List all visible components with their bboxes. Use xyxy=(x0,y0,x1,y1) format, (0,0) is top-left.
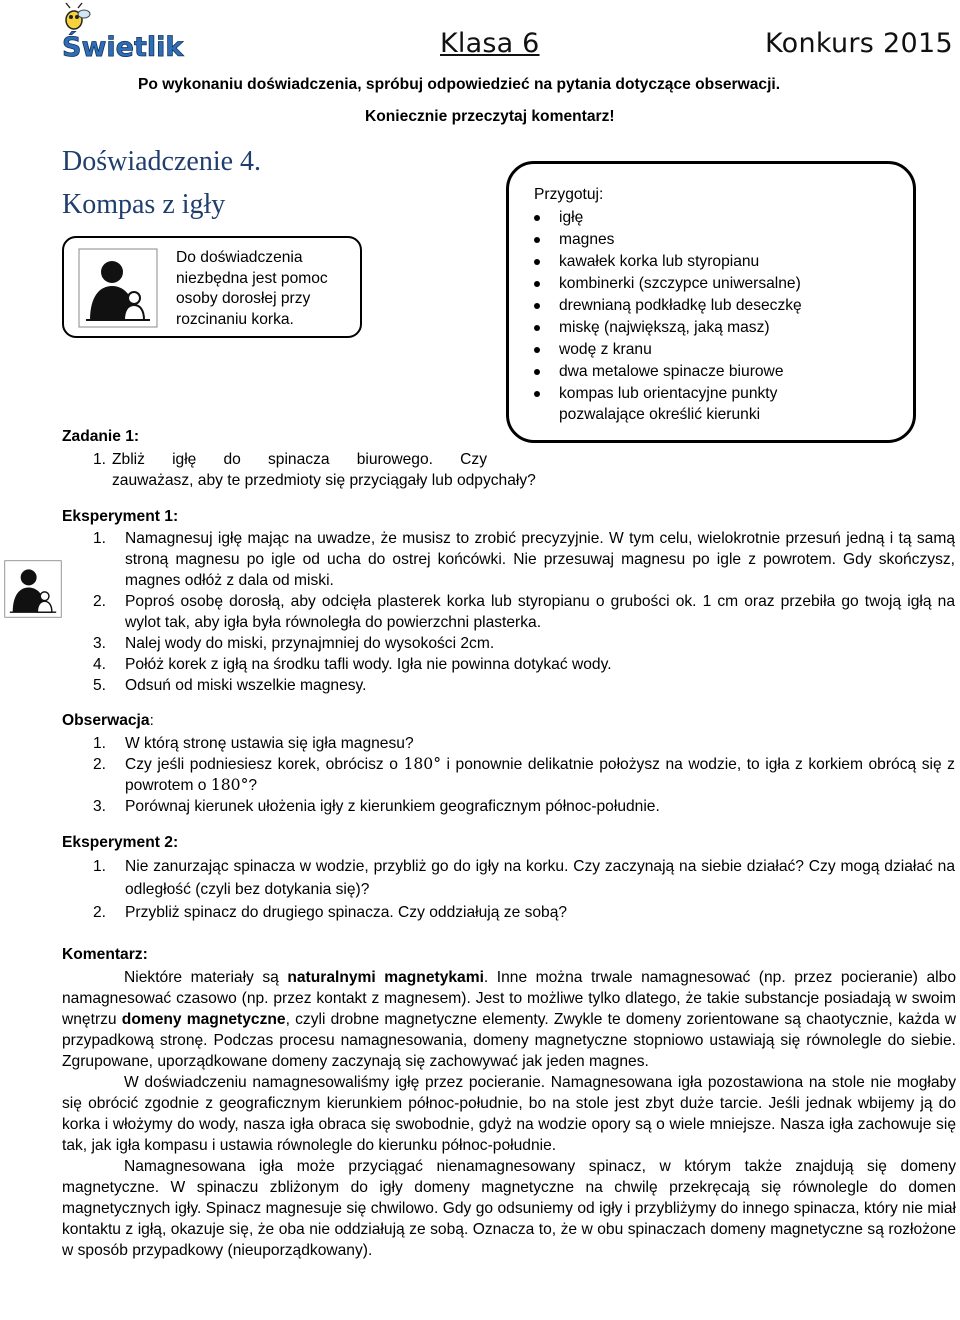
experiment-name-title: Kompas z igły xyxy=(62,189,226,220)
item-text: W którą stronę ustawia się igła magnesu? xyxy=(125,735,414,752)
observation-heading xyxy=(62,712,154,730)
item-number: 1. xyxy=(93,858,107,875)
item-text: Nie zanurzając spinacza w wodzie, przybliż go do igły na korku. Czy zaczynają na siebie działać? Czy mogą działać na odległość (czyli bez dotykania się)? xyxy=(125,858,955,898)
materials-title: Przygotuj: xyxy=(534,186,604,203)
item-number: 2. xyxy=(93,593,107,610)
list-item: kompas lub orientacyjne punkty xyxy=(534,383,894,405)
list-item: dwa metalowe spinacze biurowe xyxy=(534,361,894,383)
list-item xyxy=(93,855,955,901)
list-item: igłę xyxy=(534,207,894,229)
item-text-part: Czy jeśli podniesiesz korek, obrócisz o xyxy=(125,756,404,773)
task1-item xyxy=(93,449,536,491)
list-item xyxy=(93,901,955,924)
list-item xyxy=(93,654,955,675)
logo-wordmark: Świetlik xyxy=(62,32,184,63)
list-item: kombinerki (szczypce uniwersalne) xyxy=(534,273,894,295)
item-text: Namagnesuj igłę mając na uwadze, że musisz to zrobić precyzyjnie. W tym celu, wielokrotnie przesuń jedną i tą samą stroną magnesu po igle od ucha do ostrej końcówki. Nie przesuwaj magnesu po igle z powrotem. Gdy skończysz, magnes odłóż z dala od miski. xyxy=(125,530,955,589)
item-text: Połóż korek z igłą na środku tafli wody. Igła nie powinna dotykać wody. xyxy=(125,656,612,673)
experiment-number-title: Doświadczenie 4. xyxy=(62,146,262,177)
comment-paragraph xyxy=(62,967,956,1072)
item-text: Porównaj kierunek ułożenia igły z kierunkiem geograficznym północ-południe. xyxy=(125,798,660,815)
comment-heading: Komentarz: xyxy=(62,946,148,963)
item-number: 1. xyxy=(93,451,107,468)
observation-questions xyxy=(93,733,955,817)
comment-text: , czyli drobne magnetyczne elementy. Zwykle te domeny zorientowane są chaotycznie, każda w przypadkową stronę. Podczas procesu namagnesowania, domeny magnetyczne stopniowo ustawiają się równolegle do siebie. Zgrupowane, uporządkowane domeny zaczynają się zachowywać jak jeden magnes. xyxy=(62,1011,957,1070)
item-number: 1. xyxy=(93,530,107,547)
item-number: 4. xyxy=(93,656,107,673)
comment-paragraph: W doświadczeniu namagnesowaliśmy igłę przez pocieranie. Namagnesowana igła pozostawiona na stole nie mogłaby się obrócić zgodnie z geograficznym kierunkiem północ-południe, bo na stole jest zbyt duże tarcie. Jeśli jednak wbijemy ją do korka i włożymy do wody, nasza igła obraca się swobodnie, gdyż na wodzie opory są o wiele mniejsze. Nasza igła zachowuje się tak, jak igła kompasu i ustawia równolegle do kierunku północ-południe. xyxy=(62,1074,956,1154)
observation-title: Obserwacja xyxy=(62,712,150,729)
comment-body xyxy=(62,967,956,1261)
task1-heading: Zadanie 1: xyxy=(62,428,140,445)
item-text: Przybliż spinacz do drugiego spinacza. Czy oddziałują ze sobą? xyxy=(125,904,568,921)
item-number: 5. xyxy=(93,677,107,694)
contest-label: Konkurs 2015 xyxy=(765,28,953,59)
list-item xyxy=(93,591,955,633)
item-text: Poproś osobę dorosłą, aby odcięła plasterek korka lub styropianu o grubości ok. 1 cm oraz przebiła go twoją igłą na wylot tak, aby igła była równoległa do powierzchni plasterka. xyxy=(125,593,955,631)
experiment2-steps xyxy=(93,855,955,924)
adult-helper-icon xyxy=(78,248,158,328)
list-item xyxy=(93,796,955,817)
angle-value: 180° xyxy=(210,776,249,794)
adult-help-note: Do doświadczenia niezbędna jest pomoc osoby dorosłej przy rozcinaniu korka. xyxy=(176,249,328,328)
item-text: Nalej wody do miski, przynajmniej do wysokości 2cm. xyxy=(125,635,495,652)
task1-line1: Zbliż igłę do spinacza biurowego. Czy xyxy=(112,451,487,468)
class-label: Klasa 6 xyxy=(440,28,540,59)
comment-bold-term: naturalnymi magnetykami xyxy=(287,969,484,986)
item-number: 3. xyxy=(93,635,107,652)
list-item-continuation: pozwalające określić kierunki xyxy=(559,406,761,423)
intro-text: Po wykonaniu doświadczenia, spróbuj odpowiedzieć na pytania dotyczące obserwacji. xyxy=(138,76,781,93)
experiment2-heading: Eksperyment 2: xyxy=(62,834,179,851)
materials-list xyxy=(534,207,894,426)
item-number: 2. xyxy=(93,756,107,773)
list-item: magnes xyxy=(534,229,894,251)
adult-helper-icon xyxy=(4,560,62,618)
item-number: 3. xyxy=(93,798,107,815)
angle-value: 180° xyxy=(403,755,442,773)
list-item xyxy=(93,675,955,696)
list-item xyxy=(93,733,955,754)
list-item: wodę z kranu xyxy=(534,339,894,361)
comment-text: . Inne można trwale namagnesować (np. przez pocieranie) albo namagnesować czasowo (np. przez kontakt z magnesem). Jest to możliwe tylko dlatego, że takie substancje posiadają w swoim wnętrzu xyxy=(62,969,956,1028)
item-text-part: i ponownie delikatnie położysz na wodzie, to igła z korkiem obrócą się z powrotem o xyxy=(125,756,955,794)
swietlik-logo xyxy=(58,4,184,66)
observation-colon: : xyxy=(149,712,154,729)
item-text-part: ? xyxy=(248,777,258,794)
experiment1-heading: Eksperyment 1: xyxy=(62,508,179,525)
list-item: kawałek korka lub styropianu xyxy=(534,251,894,273)
item-text: Odsuń od miski wszelkie magnesy. xyxy=(125,677,367,694)
list-item: drewnianą podkładkę lub deseczkę xyxy=(534,295,894,317)
item-number: 2. xyxy=(93,904,107,921)
task1-line2: zauważasz, aby te przedmioty się przyciągały lub odpychały? xyxy=(112,472,536,489)
experiment1-steps xyxy=(93,528,955,696)
list-item xyxy=(93,754,955,796)
list-item xyxy=(93,633,955,654)
comment-paragraph: Namagnesowana igła może przyciągać nienamagnesowany spinacz, w którym także znajdują się domeny magnetyczne. W spinaczu zbliżonym do igły domeny magnetyczne na chwilę przekręcają się równolegle do domen magnetycznych igły. Spinacz magnesuje się chwilowo. Gdy go odsuniemy od igły i przybliżymy do innego spinacza, który nie miał kontaktu z igłą, okazuje się, że oba nie oddziałują ze sobą. Oznacza to, że w obu spinaczach domeny magnetyczne są rozłożone w sposób przypadkowy (nieuporządkowany). xyxy=(62,1158,956,1259)
item-number: 1. xyxy=(93,735,107,752)
list-item: miskę (największą, jaką masz) xyxy=(534,317,894,339)
comment-bold-term: domeny magnetyczne xyxy=(121,1011,286,1028)
comment-text: Niektóre materiały są xyxy=(124,969,288,986)
must-read-note: Koniecznie przeczytaj komentarz! xyxy=(365,108,615,125)
list-item xyxy=(93,528,955,591)
